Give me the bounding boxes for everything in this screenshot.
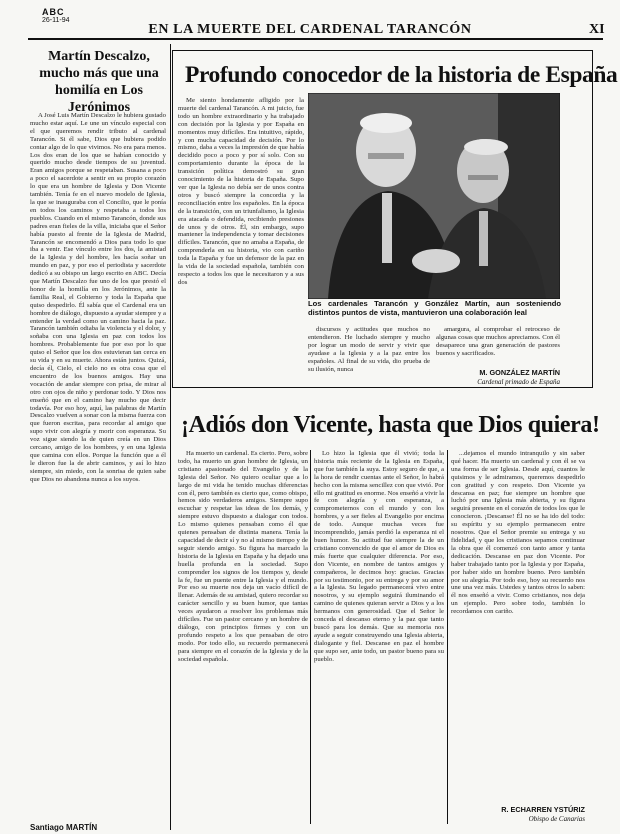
sidebar-signature: Santiago MARTÍN [30, 823, 98, 832]
tribute-paragraph: Ha muerto un cardenal. Es cierto. Pero, sobre todo, ha muerto un gran hombre de Iglesia, un cristiano apasionado del Evangelio y de la Iglesia del Señor. No quiero ocultar que a lo largo de mi vida he tenido muchas diferencias con él, pero también es cierto que, como obispo, hemos sido verdaderos amigos. Siempre supo escuchar y respetar las ideas de los demás, y siempre estuvo dispuesto a dialogar con todos. Lo mismo quienes pensaban como él que quienes pensaban de distinta manera. Tenía la capacidad de decir sí y no al mismo tiempo y de seguir siendo amigo. Su figura ha marcado la historia de la Iglesia en España y ha dejado una huella profunda en la sociedad. Supo comprender los signos de los tiempos y, desde la fe, fue un puente entre la Iglesia y el mundo. Por eso su muerte nos deja un vacío difícil de llenar. Además de su amistad, quiero recordar su carácter sencillo y su buen humor, que tantas veces ayudaron a resolver los problemas más difíciles. Fue un pastor cercano y un hombre de diálogo, con principios firmes y con un profundo respeto a los que pensaban de otro modo. Por todo ello, su recuerdo permanecerá para siempre en el corazón de la Iglesia y de la sociedad española. [178, 450, 308, 663]
sidebar-headline: Martín Descalzo, mucho más que una homilía en Los Jerónimos [39, 49, 159, 115]
column-divider [170, 44, 171, 830]
feature-paragraph: amargura, al comprobar el retroceso de algunas cosas que muchos apreciamos. Con él desaparece una gran generación de pastores buenos y sacrificados. [436, 326, 560, 357]
feature-headline: Profundo conocedor de la historia de España [185, 62, 618, 88]
feature-column-3 [436, 326, 560, 366]
tribute-column-3 [451, 450, 585, 798]
page-number: XI [589, 22, 605, 37]
tribute-column-2 [314, 450, 444, 826]
column-divider [447, 450, 448, 824]
header-rule [28, 38, 603, 40]
feature-column-2 [308, 326, 430, 384]
cardinals-photo [308, 93, 560, 299]
section-title: EN LA MUERTE DEL CARDENAL TARANCÓN [148, 22, 472, 37]
sidebar-paragraph: A José Luis Martín Descalzo le hubiera gustado mucho estar aquí. Le une un vínculo especial con el que queremos rendir tributo al cardenal Tarancón. Si él sabe, Dios que hubiera podido contar algo de lo que vivimos. No era para menos. Los dos eran de los que se habían conocido y querido mucho desde tiempos de su juventud. Eran amigos porque se respetaban. Susana a poco a poco el sacerdote a sentir en su propio corazón lo que era un hombre de Iglesia y Don Vicente también. Tenía fe en el nuevo modelo de Iglesia, la que se inauguraba con el Concilio, que le ponía en todos los caminos y respetaba a todos los pueblos. Cuando en el mismo Tarancón, donde sus padres eran fieles de la villa, iniciaba que el Señor había puesto al frente de la Iglesia de Madrid, Tarancón se encomendó a Dios para todo lo que iba a venir. Ese vínculo entre los dos, la amistad de la Iglesia y del hombre, les hacía soñar un mundo en paz, y por eso el periodista y sacerdote dedicó a su obispo un largo escrito en ABC. Decía que Martín Descalzo fue uno de los que prestó el honor de la homilía en los Jerónimos, ante la familia Real, el Gobierno y toda la España que quiso despedirlo. Él sabía que el Cardenal era un hombre de diálogo, dispuesto a ayudar siempre y a entender la verdad como un camino hacia la paz. Tarancón también odiaba la violencia y el dolor, y soñaba con una Iglesia en paz con todos los hombres. Probablemente fue por eso por lo que quiso el Señor que los dos estuvieran tan cerca en su vida y en su muerte. Ahora están juntos. Quizá, decía él, Cielo, el cielo no es otra cosa que el encuentro de los buenos amigos. Hay una vocación de andar siempre con prisa, de mirar al otro con ojos de niño y perdonar todo. Y Dios nos enseñó que en el camino hay mucho que decir todavía. Por eso hoy, aquí, las palabras de Martín Descalzo vuelven a sonar con la misma fuerza con que fueron escritas, para recordar al amigo que supo vivir con alegría y morir con esperanza. Su voz sigue siendo la de quien creía en un Dios cercano, amigo de los hombres, y en una Iglesia que camina con ellos. Porque la función que a él le dieron fue la de abrir caminos, y así lo hizo siempre, sin miedo, con la sonrisa de quien sabe que Dios no abandona nunca a los suyos. [30, 112, 166, 483]
publication-name: ABC [42, 7, 65, 17]
tribute-paragraph: ...dejamos el mundo intranquilo y sin saber qué hacer. Ha muerto un cardenal y con él se va una forma de ser Iglesia. Desde aquí, cuantos le quisimos y le admiramos, queremos despedirlo con gratitud y con respeto. Don Vicente ya descansa en paz; fue siempre un hombre que luchó por una Iglesia más abierta, y su figura seguirá presente en el corazón de todos los que le conocieron. ¡Descanse! Él no se ha ido del todo: su espíritu y su ejemplo permanecen entre nosotros. Que el Señor premie su entrega y su fidelidad, y que los cristianos sepamos continuar la obra que él comenzó con tanto amor y tanta dedicación. Descanse en paz don Vicente. Por haber trabajado tanto por la Iglesia y por España, por haber sido un hombre bueno. Pero también por su alegría. Por todo eso, hoy su recuerdo nos une una vez más. Ustedes y tantos otros lo saben: él nos enseñó a vivir. Como cristianos, nos deja un ejemplo. Pero sobre todo, también lo recordamos con cariño. [451, 450, 585, 616]
tribute-paragraph: Lo hizo la Iglesia que él vivió; toda la historia más reciente de la Iglesia en España, que fue también la suya. Estoy seguro de que, a la hora de rendir cuentas ante el Señor, lo habrá hecho con la misma sencillez con que vivió. Por ello mi gratitud es enorme. Nos enseñó a vivir la fe con alegría y con esperanza, a comprometernos con el mundo y con los hombres, y a ser fieles al Evangelio por encima de todo. Aunque muchas veces fue incomprendido, jamás perdió la esperanza ni el buen humor. Su actitud fue siempre la de un cristiano convencido de que el amor de Dios es más fuerte que cualquier diferencia. Por eso, don Vicente, en nombre de tantos amigos y compañeros, le decimos hoy: gracias. Gracias por su testimonio, por su entrega y por su amor a la Iglesia. Su legado permanecerá vivo entre nosotros, y su ejemplo seguirá iluminando el camino de quienes quieran servir a Dios y a los hermanos con generosidad. Que el Señor le conceda el descanso eterno y la paz que tanto buscó para los demás. Que su memoria nos ayude a seguir construyendo una Iglesia abierta, dialogante y fiel. Descanse en paz el hombre que supo ser, ante todo, un pastor bueno para su pueblo. [314, 450, 444, 663]
column-divider [310, 450, 311, 824]
cardinals-photo-graphic [308, 93, 560, 299]
tribute-column-1 [178, 450, 308, 826]
feature-signature-role: Cardenal primado de España [477, 378, 560, 386]
publication-date: 26-11-94 [42, 17, 70, 24]
tribute-headline: ¡Adiós don Vicente, hasta que Dios quiera! [181, 412, 600, 438]
feature-column-1 [178, 97, 304, 382]
tribute-signature: R. ECHARREN YSTÚRIZ [501, 805, 585, 814]
sidebar-body [30, 112, 166, 818]
feature-signature: M. GONZÁLEZ MARTÍN [479, 368, 560, 377]
feature-paragraph: Me siento hondamente afligido por la muerte del cardenal Tarancón. A mi juicio, fue todo un hombre extraordinario y ha trabajado con decisión por la Iglesia y por España en momentos muy difíciles. Era intuitivo, rápido, y con mucha capacidad de decisión. Por lo mismo, daba a veces la impresión de que había decidido poco a poco y por sí solo. Con su comportamiento durante la época de la transición política demostró su gran conocimiento de la historia de España. Supo ver que la Iglesia no debía ser de unos contra otros y buscó siempre la concordia y la reconciliación entre los españoles. En la época de la transición, con un triunfalismo, la Iglesia era atacada o defendida, recibiendo presiones de unos y de otros. Él, sin embargo, supo mantener la independencia y tomar decisiones difíciles. Tarancón, que no amaba a España, de comprenderla en su historia, vio con cariño toda la España y fue un defensor de la paz en la vida de la sociedad española, también con respecto a todos los que le necesitaron y a sus dos [178, 97, 304, 286]
tribute-signature-role: Obispo de Canarias [528, 815, 585, 823]
photo-caption: Los cardenales Tarancón y González Martín, aun sosteniendo distintos puntos de vista, mantuvieron una colaboración leal [308, 299, 561, 317]
feature-paragraph: discursos y actitudes que muchos no entendieron. He luchado siempre y mucho por lograr un modo de servir y vivir que ayudase a la Iglesia y a la paz entre los españoles. Al final de su vida, dio prueba de su ilusión, nunca [308, 326, 430, 373]
